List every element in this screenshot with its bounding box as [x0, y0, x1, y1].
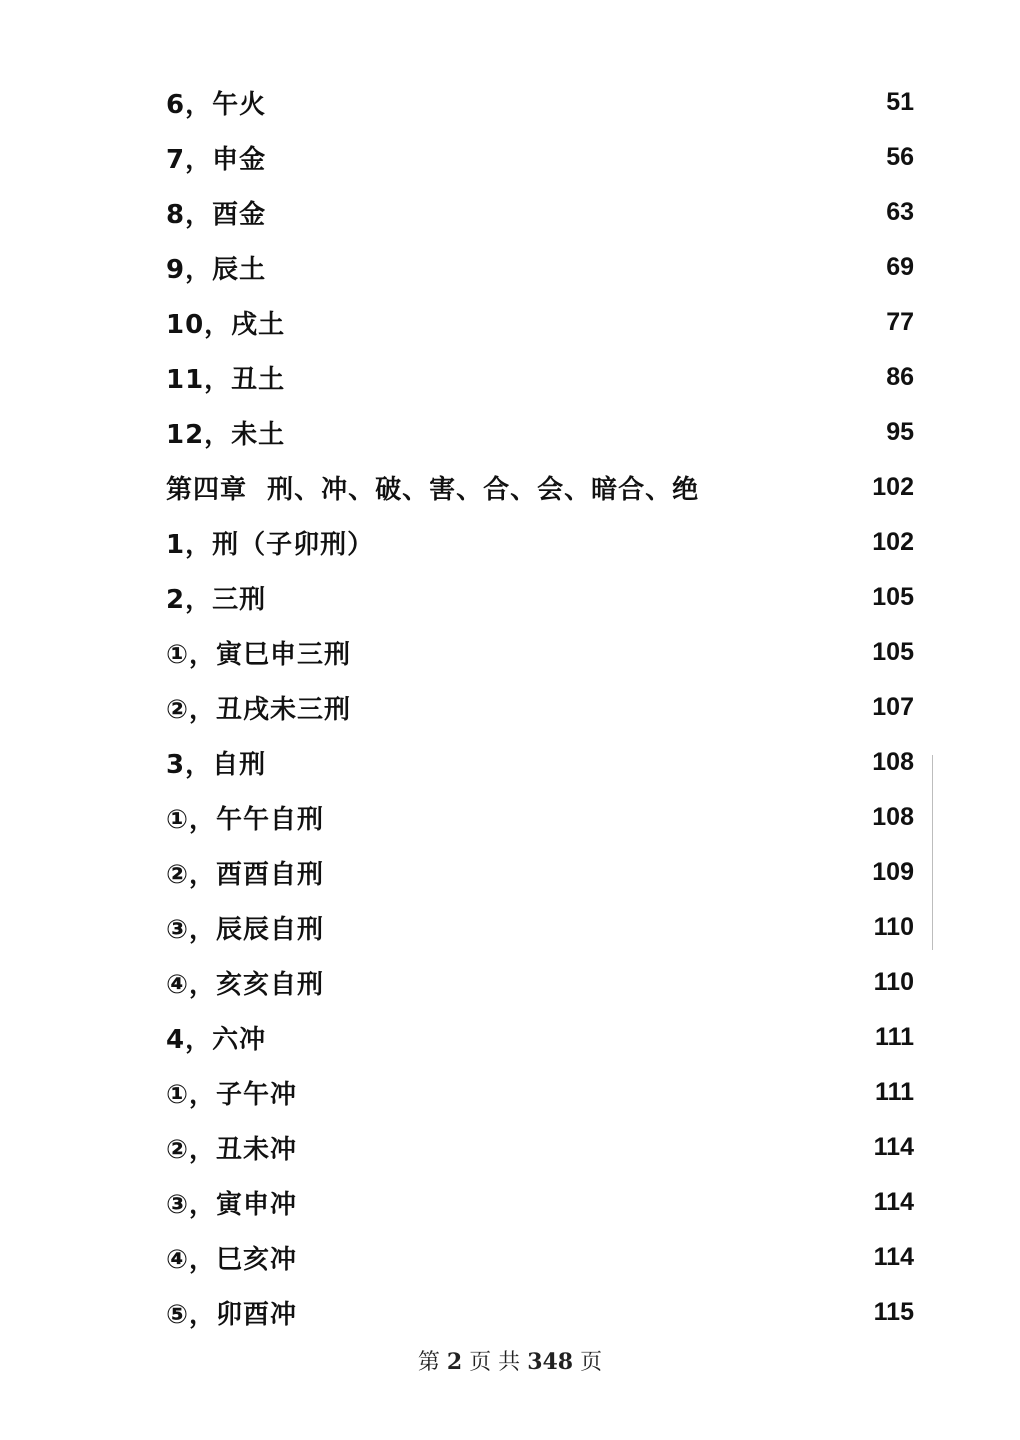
toc-entry [166, 75, 914, 130]
toc-entry-page: 102 [872, 528, 914, 556]
toc-entry-page: 86 [886, 363, 914, 391]
toc-subentry [166, 955, 914, 1010]
toc-entry-page: 63 [886, 198, 914, 226]
current-page-number: 2 [446, 1349, 463, 1375]
toc-subentry [166, 845, 914, 900]
toc-entry-title: ①，子午冲 [166, 1080, 298, 1110]
toc-entry [166, 185, 914, 240]
toc-subentry [166, 625, 914, 680]
toc-entry [166, 515, 914, 570]
toc-entry-page: 114 [873, 1243, 914, 1271]
toc-entry-page: 69 [886, 253, 914, 281]
toc-entry-title: 1，刑（子卯刑） [166, 530, 375, 560]
toc-entry-title: 7，申金 [166, 145, 267, 175]
toc-entry [166, 735, 914, 790]
toc-entry-page: 114 [873, 1133, 914, 1161]
toc-subentry [166, 1285, 914, 1340]
toc-entry-title: ③，寅申冲 [166, 1190, 298, 1220]
toc-entry-title: ⑤，卯酉冲 [166, 1300, 298, 1330]
toc-subentry [166, 1175, 914, 1230]
footer-suffix: 页 [580, 1350, 603, 1375]
toc-entry [166, 130, 914, 185]
toc-entry-page: 111 [875, 1023, 914, 1051]
toc-entry-page: 51 [886, 88, 914, 116]
table-of-contents [166, 75, 914, 1340]
toc-entry [166, 240, 914, 295]
toc-entry-title: 9，辰土 [166, 255, 267, 285]
toc-entry-page: 109 [872, 858, 914, 886]
toc-entry-title: 8，酉金 [166, 200, 267, 230]
toc-entry-title: 6，午火 [166, 90, 267, 120]
toc-entry-title: ①，午午自刑 [166, 805, 325, 835]
footer-middle: 页 共 [469, 1350, 521, 1375]
toc-subentry [166, 1120, 914, 1175]
toc-subentry [166, 1230, 914, 1285]
toc-entry-page: 105 [872, 583, 914, 611]
toc-entry-page: 56 [886, 143, 914, 171]
toc-entry-title: 3，自刑 [166, 750, 267, 780]
toc-entry-title: 2，三刑 [166, 585, 267, 615]
toc-entry-page: 115 [873, 1298, 914, 1326]
toc-entry-title: ③，辰辰自刑 [166, 915, 325, 945]
toc-entry-title: ④，亥亥自刑 [166, 970, 325, 1000]
toc-entry-title: 11，丑土 [166, 365, 286, 395]
toc-entry-page: 110 [873, 913, 914, 941]
total-pages-number: 348 [527, 1349, 574, 1375]
toc-entry-page: 95 [886, 418, 914, 446]
toc-entry-page: 111 [875, 1078, 914, 1106]
footer-prefix: 第 [417, 1350, 440, 1375]
toc-entry-page: 102 [872, 473, 914, 501]
toc-entry-title: ②，丑未冲 [166, 1135, 298, 1165]
toc-entry [166, 295, 914, 350]
toc-entry-title: ④，巳亥冲 [166, 1245, 298, 1275]
toc-entry [166, 350, 914, 405]
toc-entry-page: 107 [872, 693, 914, 721]
toc-entry [166, 405, 914, 460]
toc-entry [166, 1010, 914, 1065]
toc-chapter-title: 第四章 刑、冲、破、害、合、会、暗合、绝 [166, 475, 700, 505]
toc-entry-page: 105 [872, 638, 914, 666]
toc-entry-page: 108 [872, 803, 914, 831]
toc-subentry [166, 1065, 914, 1120]
toc-entry-page: 110 [873, 968, 914, 996]
toc-entry-title: 10，戌土 [166, 310, 286, 340]
toc-subentry [166, 900, 914, 955]
toc-subentry [166, 680, 914, 735]
toc-entry-title: ②，酉酉自刑 [166, 860, 325, 890]
toc-entry [166, 570, 914, 625]
toc-entry-page: 108 [872, 748, 914, 776]
toc-subentry [166, 790, 914, 845]
scan-edge-line [932, 755, 933, 950]
toc-chapter-heading [166, 460, 914, 515]
toc-entry-page: 77 [886, 308, 914, 336]
toc-entry-title: ①，寅巳申三刑 [166, 640, 352, 670]
toc-entry-title: ②，丑戌未三刑 [166, 695, 352, 725]
toc-entry-title: 4，六冲 [166, 1025, 267, 1055]
toc-entry-page: 114 [873, 1188, 914, 1216]
page-footer [0, 1345, 1020, 1376]
toc-entry-title: 12，未土 [166, 420, 286, 450]
